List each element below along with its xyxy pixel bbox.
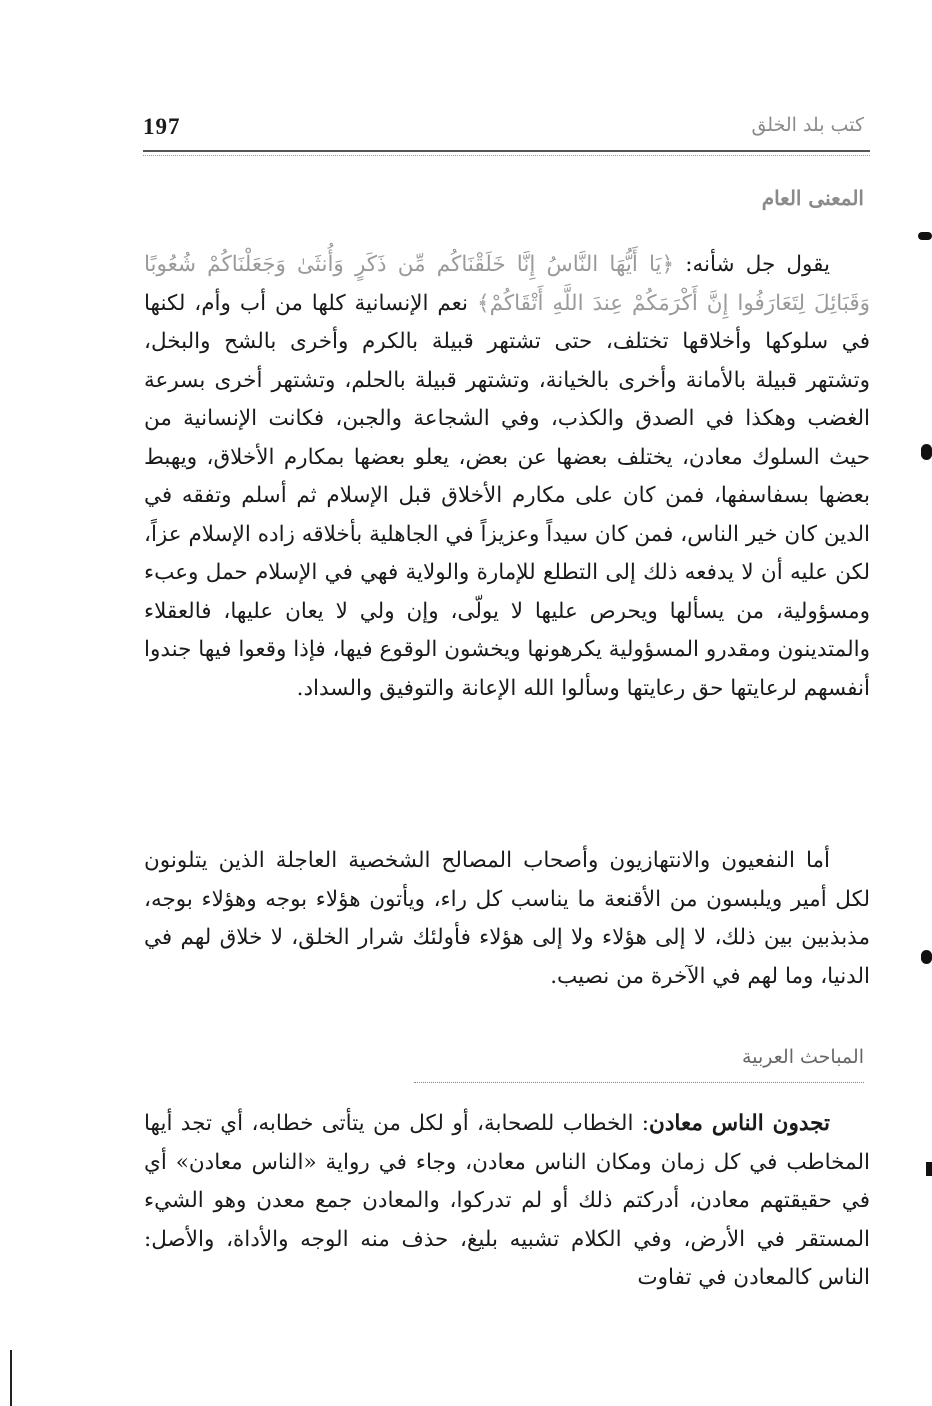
margin-mark	[921, 950, 932, 964]
paragraph-block-1	[144, 246, 870, 708]
defined-term: تجدون الناس معادن	[649, 1111, 830, 1136]
running-header: كتب بلد الخلق	[751, 114, 864, 136]
paragraph-3-rest: : الخطاب للصحابة، أو لكل من يتأتى خطابه، أي تجد أيها المخاطب في كل زمان ومكان الناس معادن، وجاء في رواية «الناس معادن» أي في حقيقتهم معادن، أدركتم ذلك أو لم تدركوا، والمعادن جمع معدن وهو الشيء المستقر في الأرض، وفي الكلام تشبيه بليغ، حذف منه الوجه والأداة، والأصل: الناس كالمعادن في تفاوت	[144, 1111, 870, 1290]
paragraph-block-3	[144, 1105, 870, 1298]
header-rule	[143, 150, 870, 152]
scan-edge-line	[10, 1350, 12, 1406]
page-number: 197	[143, 114, 181, 139]
paragraph-3	[144, 1105, 870, 1298]
subsection-rule	[414, 1082, 864, 1083]
header-rule-thin	[143, 155, 870, 156]
margin-mark	[926, 1162, 932, 1176]
paragraph-1-rest: نعم الإنسانية كلها من أب وأم، لكنها في سلوكها وأخلاقها تختلف، حتى تشتهر قبيلة بالكرم وأخرى بالشح والبخل، وتشتهر قبيلة بالأمانة وأخرى بالخيانة، وتشتهر قبيلة بالحلم، وتشتهر أخرى بسرعة الغضب وهكذا في الصدق والكذب، وفي الشجاعة والجبن، فكانت الإنسانية من حيث السلوك معادن، يختلف بعضها عن بعض، يعلو بعضها بمكارم الأخلاق، ويهبط بعضها بسفاسفها، فمن كان على مكارم الأخلاق قبل الإسلام ثم أسلم وتفقه في الدين كان خير الناس، فمن كان سيداً وعزيزاً في الجاهلية بأخلاقه زاده الإسلام عزاً، لكن عليه أن لا يدفعه ذلك إلى التطلع للإمارة والولاية فهي في الإسلام حمل وعبء ومسؤولية، من يسألها ويحرص عليها لا يولّى، وإن ولي لا يعان عليها، فالعقلاء والمتدينون ومقدرو المسؤولية يكرهونها ويخشون الوقوع فيها، فإذا وقعوا فيها جندوا أنفسهم لرعايتها حق رعايتها وسألوا الله الإعانة والتوفيق والسداد.	[144, 290, 870, 701]
paragraph-1-lead: يقول جل شأنه:	[674, 252, 830, 277]
section-title: المعنى العام	[761, 186, 864, 210]
margin-mark	[918, 232, 932, 240]
subsection-title: المباحث العربية	[742, 1046, 864, 1068]
quran-verse: ﴿يَا أَيُّهَا النَّاسُ إِنَّا خَلَقْنَاكُم مِّن ذَكَرٍ وَأُنثَىٰ وَجَعَلْنَاكُمْ شُعُوبًا وَقَبَائِلَ لِتَعَارَفُوا إِنَّ أَكْرَمَكُمْ عِندَ اللَّهِ أَتْقَاكُمْ﴾	[144, 252, 870, 316]
paragraph-1	[144, 246, 870, 708]
paragraph-block-2	[144, 842, 870, 996]
margin-mark	[921, 444, 932, 460]
paragraph-2: أما النفعيون والانتهازيون وأصحاب المصالح الشخصية العاجلة الذين يتلونون لكل أمير ويلبسون من الأقنعة ما يناسب كل راء، ويأتون هؤلاء بوجه وهؤلاء بوجه، مذبذبين بين ذلك، لا إلى هؤلاء ولا إلى هؤلاء فأولئك شرار الخلق، لا خلاق لهم في الدنيا، وما لهم في الآخرة من نصيب.	[144, 848, 870, 989]
